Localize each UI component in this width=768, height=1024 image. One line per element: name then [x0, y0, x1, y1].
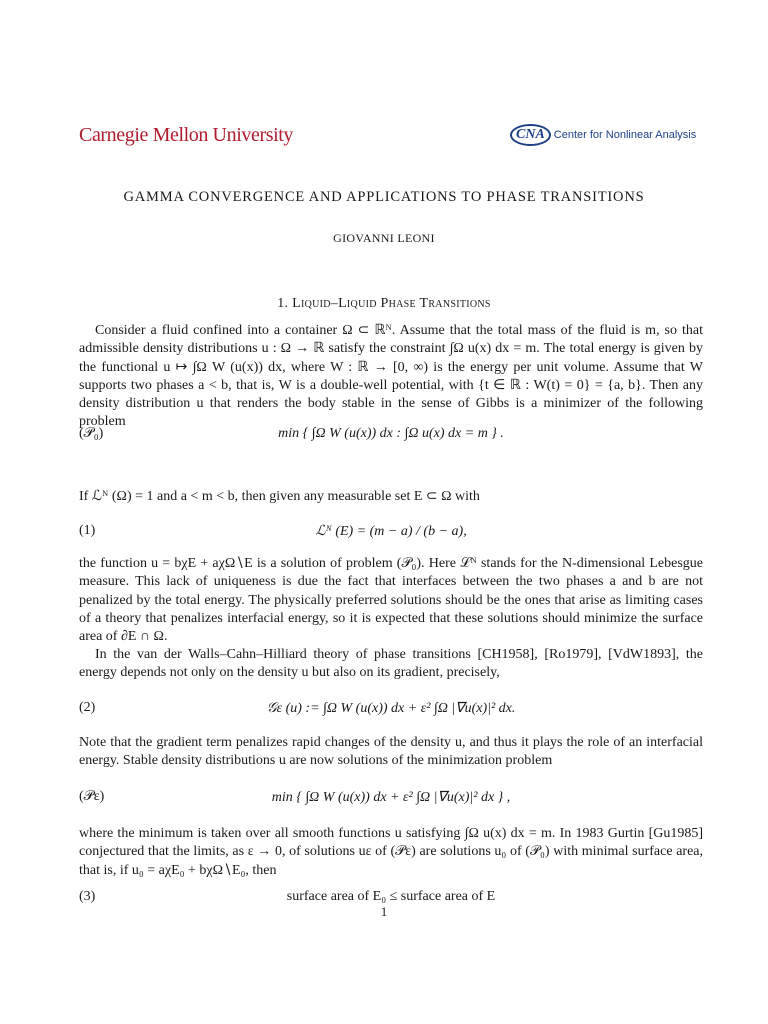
equation-1 [79, 521, 703, 545]
equation-label: (3) [79, 889, 96, 904]
cna-logo [510, 124, 696, 146]
paragraph-5: Note that the gradient term penalizes rapid changes of the density u, and thus it plays the role of an interfacial energy. Stable density distributions u are now solutions of the minimization problem [79, 735, 703, 769]
equation-body: min { ∫Ω W (u(x)) dx + ε² ∫Ω |∇u(x)|² dx } , [271, 790, 511, 805]
equation-body: 𝒢ε (u) := ∫Ω W (u(x)) dx + ε² ∫Ω |∇u(x)|² dx. [266, 701, 516, 716]
paragraph-1: Consider a fluid confined into a container Ω ⊂ ℝᴺ. Assume that the total mass of the fluid is m, so that admissible density distributions u : Ω → ℝ satisfy the constraint ∫Ω u(x) dx = m. The total energy is given by the functional u ↦ ∫Ω W (u(x)) dx, where W : ℝ → [0, ∞) is the energy per unit volume. Assume that W supports two phases a < b, that is, W is a double-well potential, with {t ∈ ℝ : W(t) = 0} = {a, b}. Then any density distribution u that renders the body stable in the sense of Gibbs is a minimizer of the following problem [79, 323, 703, 430]
equation-body: surface area of E₀ ≤ surface area of E [286, 889, 496, 904]
page-number: 1 [380, 904, 388, 919]
equation-pe [79, 787, 703, 811]
paragraph-2: If ℒᴺ (Ω) = 1 and a < m < b, then given any measurable set E ⊂ Ω with [79, 489, 480, 504]
cmu-logo: Carnegie Mellon University [79, 124, 293, 146]
paper-title: GAMMA CONVERGENCE AND APPLICATIONS TO PHASE TRANSITIONS [123, 189, 645, 205]
equation-2 [79, 698, 703, 722]
cna-badge: CNA [510, 124, 551, 146]
paragraph-4: In the van der Walls–Cahn–Hilliard theory of phase transitions [CH1958], [Ro1979], [VdW1893], the energy depends not only on the density u but also on its gradient, precisely, [79, 647, 703, 681]
equation-label: (𝒫₀) [79, 426, 104, 441]
equation-body: ℒᴺ (E) = (m − a) / (b − a), [315, 524, 467, 539]
equation-body: min { ∫Ω W (u(x)) dx : ∫Ω u(x) dx = m } . [278, 426, 504, 441]
paragraph-6: where the minimum is taken over all smooth functions u satisfying ∫Ω u(x) dx = m. In 1983 Gurtin [Gu1985] conjectured that the limits, as ε → 0, of solutions uε of (𝒫ε) are solutions u₀ of (𝒫₀) with minimal surface area, that is, if u₀ = aχE₀ + bχΩ∖E₀, then [79, 826, 703, 878]
cna-text: Center for Nonlinear Analysis [553, 129, 697, 141]
paragraph-3: the function u = bχE + aχΩ∖E is a solution of problem (𝒫₀). Here ℒᴺ stands for the N-dimensional Lebesgue measure. This lack of uniqueness is due the fact that interfaces between the two phases a and b are not penalized by the total energy. The physically preferred solutions should be the ones that arise as limiting cases of a theory that penalizes interfacial energy, so it is expected that these solutions should minimize the surface area of ∂E ∩ Ω. [79, 556, 703, 645]
equation-p0 [79, 424, 703, 448]
equation-label: (2) [79, 700, 96, 715]
section-heading: 1. Liquid–Liquid Phase Transitions [277, 296, 491, 311]
author: GIOVANNI LEONI [333, 231, 435, 245]
equation-label: (𝒫ε) [79, 789, 105, 804]
equation-label: (1) [79, 523, 96, 538]
